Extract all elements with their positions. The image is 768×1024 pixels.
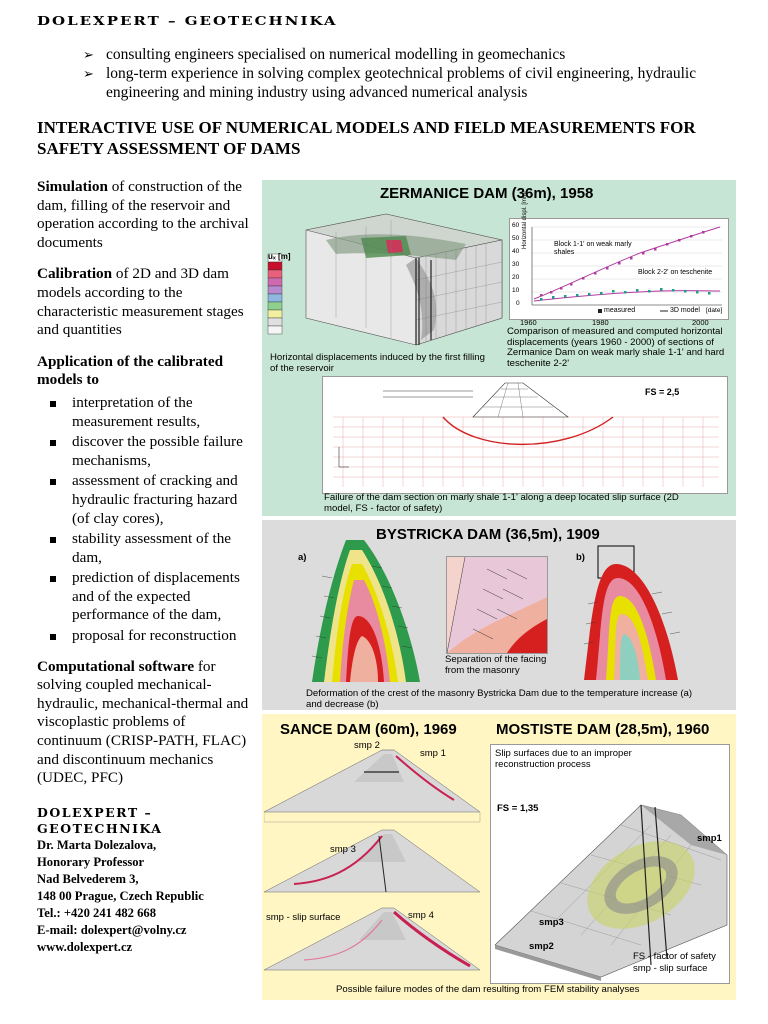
list-item: proposal for reconstruction [37,627,249,646]
failure-modes-panel [262,714,736,1000]
slip-surface-2d-figure [322,376,728,494]
chart-caption: Comparison of measured and computed horizontal displacements (years 1960 - 2000) of sections of Zermanice Dam on weak marly shale 1-1' and hard teschenite 2-2' [507,326,725,369]
brand-title: DOLEXPERT – GEOTECHNIKA [37,14,338,29]
x-tick: 2000 [692,318,709,327]
x-tick: 1960 [520,318,537,327]
contact-city: 148 00 Prague, Czech Republic [37,888,204,903]
software-paragraph: Computational software for solving coupled mechanical-hydraulic, mechanical-thermal and viscoplastic problems of continuum (CRISP-PATH, FLAC) and discontinuum mechanics (UDEC, PFC) [37,657,249,787]
factor-of-safety: FS = 2,5 [645,387,680,397]
contact-tel: Tel.: +420 241 482 668 [37,905,157,920]
square-bullet-icon [50,537,56,543]
list-item: discover the possible failure mechanisms, [37,433,249,470]
simulation-paragraph: Simulation of construction of the dam, filling of the reservoir and operation according to the archival documents [37,178,249,251]
facing-separation-inset [446,556,548,654]
page-headline: INTERACTIVE USE OF NUMERICAL MODELS AND FIELD MEASUREMENTS FOR SAFETY ASSESSMENT OF DAMS [37,118,696,158]
zermanice-title: ZERMANICE DAM (36m), 1958 [380,185,594,202]
square-bullet-icon [50,634,56,640]
square-bullet-icon [50,401,56,407]
y-tick: 10 [512,287,520,294]
sance-section-2 [264,830,480,892]
intro-list [80,45,760,102]
y-tick: 50 [512,235,520,242]
left-column [37,178,249,956]
y-tick: 20 [512,274,520,281]
series-label-block-1: Block 1-1' on weak marly shales [554,241,632,256]
figure-a-label: a) [298,552,307,563]
slip-surface-caption: Failure of the dam section on marly shale 1-1' along a deep located slip surface (2D model, FS - factor of safety) [324,492,679,514]
figure-b-label: b) [576,552,585,563]
intro-item: ➢ consulting engineers specialised on numerical modelling in geomechanics [83,46,566,63]
mostiste-smp3: smp3 [539,917,564,928]
smp1-label: smp 1 [420,748,446,759]
slip-surface-note: smp - slip surface [266,912,341,923]
mostiste-dam-svg [491,745,729,983]
contact-details [37,837,249,956]
mostiste-title: MOSTISTE DAM (28,5m), 1960 [496,721,710,738]
legend-measured: measured [604,307,636,314]
arrow-bullet-icon: ➢ [83,47,94,62]
arrow-bullet-icon: ➢ [83,66,94,81]
contact-street: Nad Belvederem 3, [37,871,139,886]
bystricka-title: BYSTRICKA DAM (36,5m), 1909 [376,526,600,543]
bystricka-caption: Deformation of the crest of the masonry Bystricka Dam due to the temperature increase (a) and decrease (b) [306,688,693,710]
displacement-chart [509,191,729,320]
inset-caption: Separation of the facing from the masonry [445,654,547,676]
sance-title: SANCE DAM (60m), 1969 [280,721,457,738]
list-item: assessment of cracking and hydraulic fracturing hazard (of clay cores), [37,472,249,528]
mostiste-smp2: smp2 [529,941,554,952]
zermanice-panel [262,180,736,516]
y-tick: 60 [512,222,520,229]
contact-name: Dr. Marta Dolezalova, [37,837,157,852]
mostiste-fs: FS = 1,35 [497,803,539,814]
crest-deformation-b [582,544,697,684]
list-item: stability assessment of the dam, [37,530,249,567]
square-bullet-icon [50,440,56,446]
contact-email[interactable]: E-mail: dolexpert@volny.cz [37,922,187,937]
y-tick: 40 [512,248,520,255]
zermanice-3d-caption: Horizontal displacements induced by the first filling of the reservoir [270,352,485,374]
mostiste-note-smp: smp - slip surface [633,963,708,974]
legend-title: uₓ [m] [268,252,291,261]
x-tick: 1980 [592,318,609,327]
crest-deformation-a [302,536,447,686]
application-heading: Application of the calibrated models to [37,352,224,389]
smp2-label: smp 2 [354,740,380,751]
displacement-legend [268,254,282,334]
sance-dam-sections [264,742,484,982]
list-item: prediction of displacements and of the expected performance of the dam, [37,569,249,625]
failure-modes-caption: Possible failure modes of the dam resulting from FEM stability analyses [336,984,640,995]
chart-y-label: Horizontal displ. [mm] [522,191,528,249]
intro-item: ➢ long-term experience in solving complex geotechnical problems of civil engineering, hydraulic engineering and mining industry using advanced numerical analysis [83,65,697,101]
y-tick: 30 [512,261,520,268]
zermanice-3d-model-figure [266,200,506,352]
contact-website[interactable]: www.dolexpert.cz [37,939,133,954]
list-item: interpretation of the measurement results, [37,394,249,431]
square-bullet-icon [50,479,56,485]
contact-title: Honorary Professor [37,854,145,869]
y-tick: 0 [516,300,520,307]
legend-model: 3D model [670,307,700,314]
application-list [37,394,249,646]
contact-company: DOLEXPERT – GEOTECHNIKA [37,804,163,836]
smp3-label: smp 3 [330,844,356,855]
calibration-paragraph: Calibration of 2D and 3D dam models according to the characteristic measurement stages and quantities [37,265,244,339]
square-bullet-icon [50,576,56,582]
mostiste-box-caption: Slip surfaces due to an improper reconstruction process [495,748,632,770]
sance-section-1 [264,750,480,822]
mostiste-figure [490,744,730,984]
mostiste-smp1: smp1 [697,833,722,844]
bystricka-panel [262,520,736,710]
chart-x-unit: [date] [706,307,723,314]
mostiste-note-fs: FS - factor of safety [633,951,716,962]
facing-separation-svg [447,557,547,653]
smp4-label: smp 4 [408,910,434,921]
series-label-block-2: Block 2-2' on teschenite [638,269,713,276]
